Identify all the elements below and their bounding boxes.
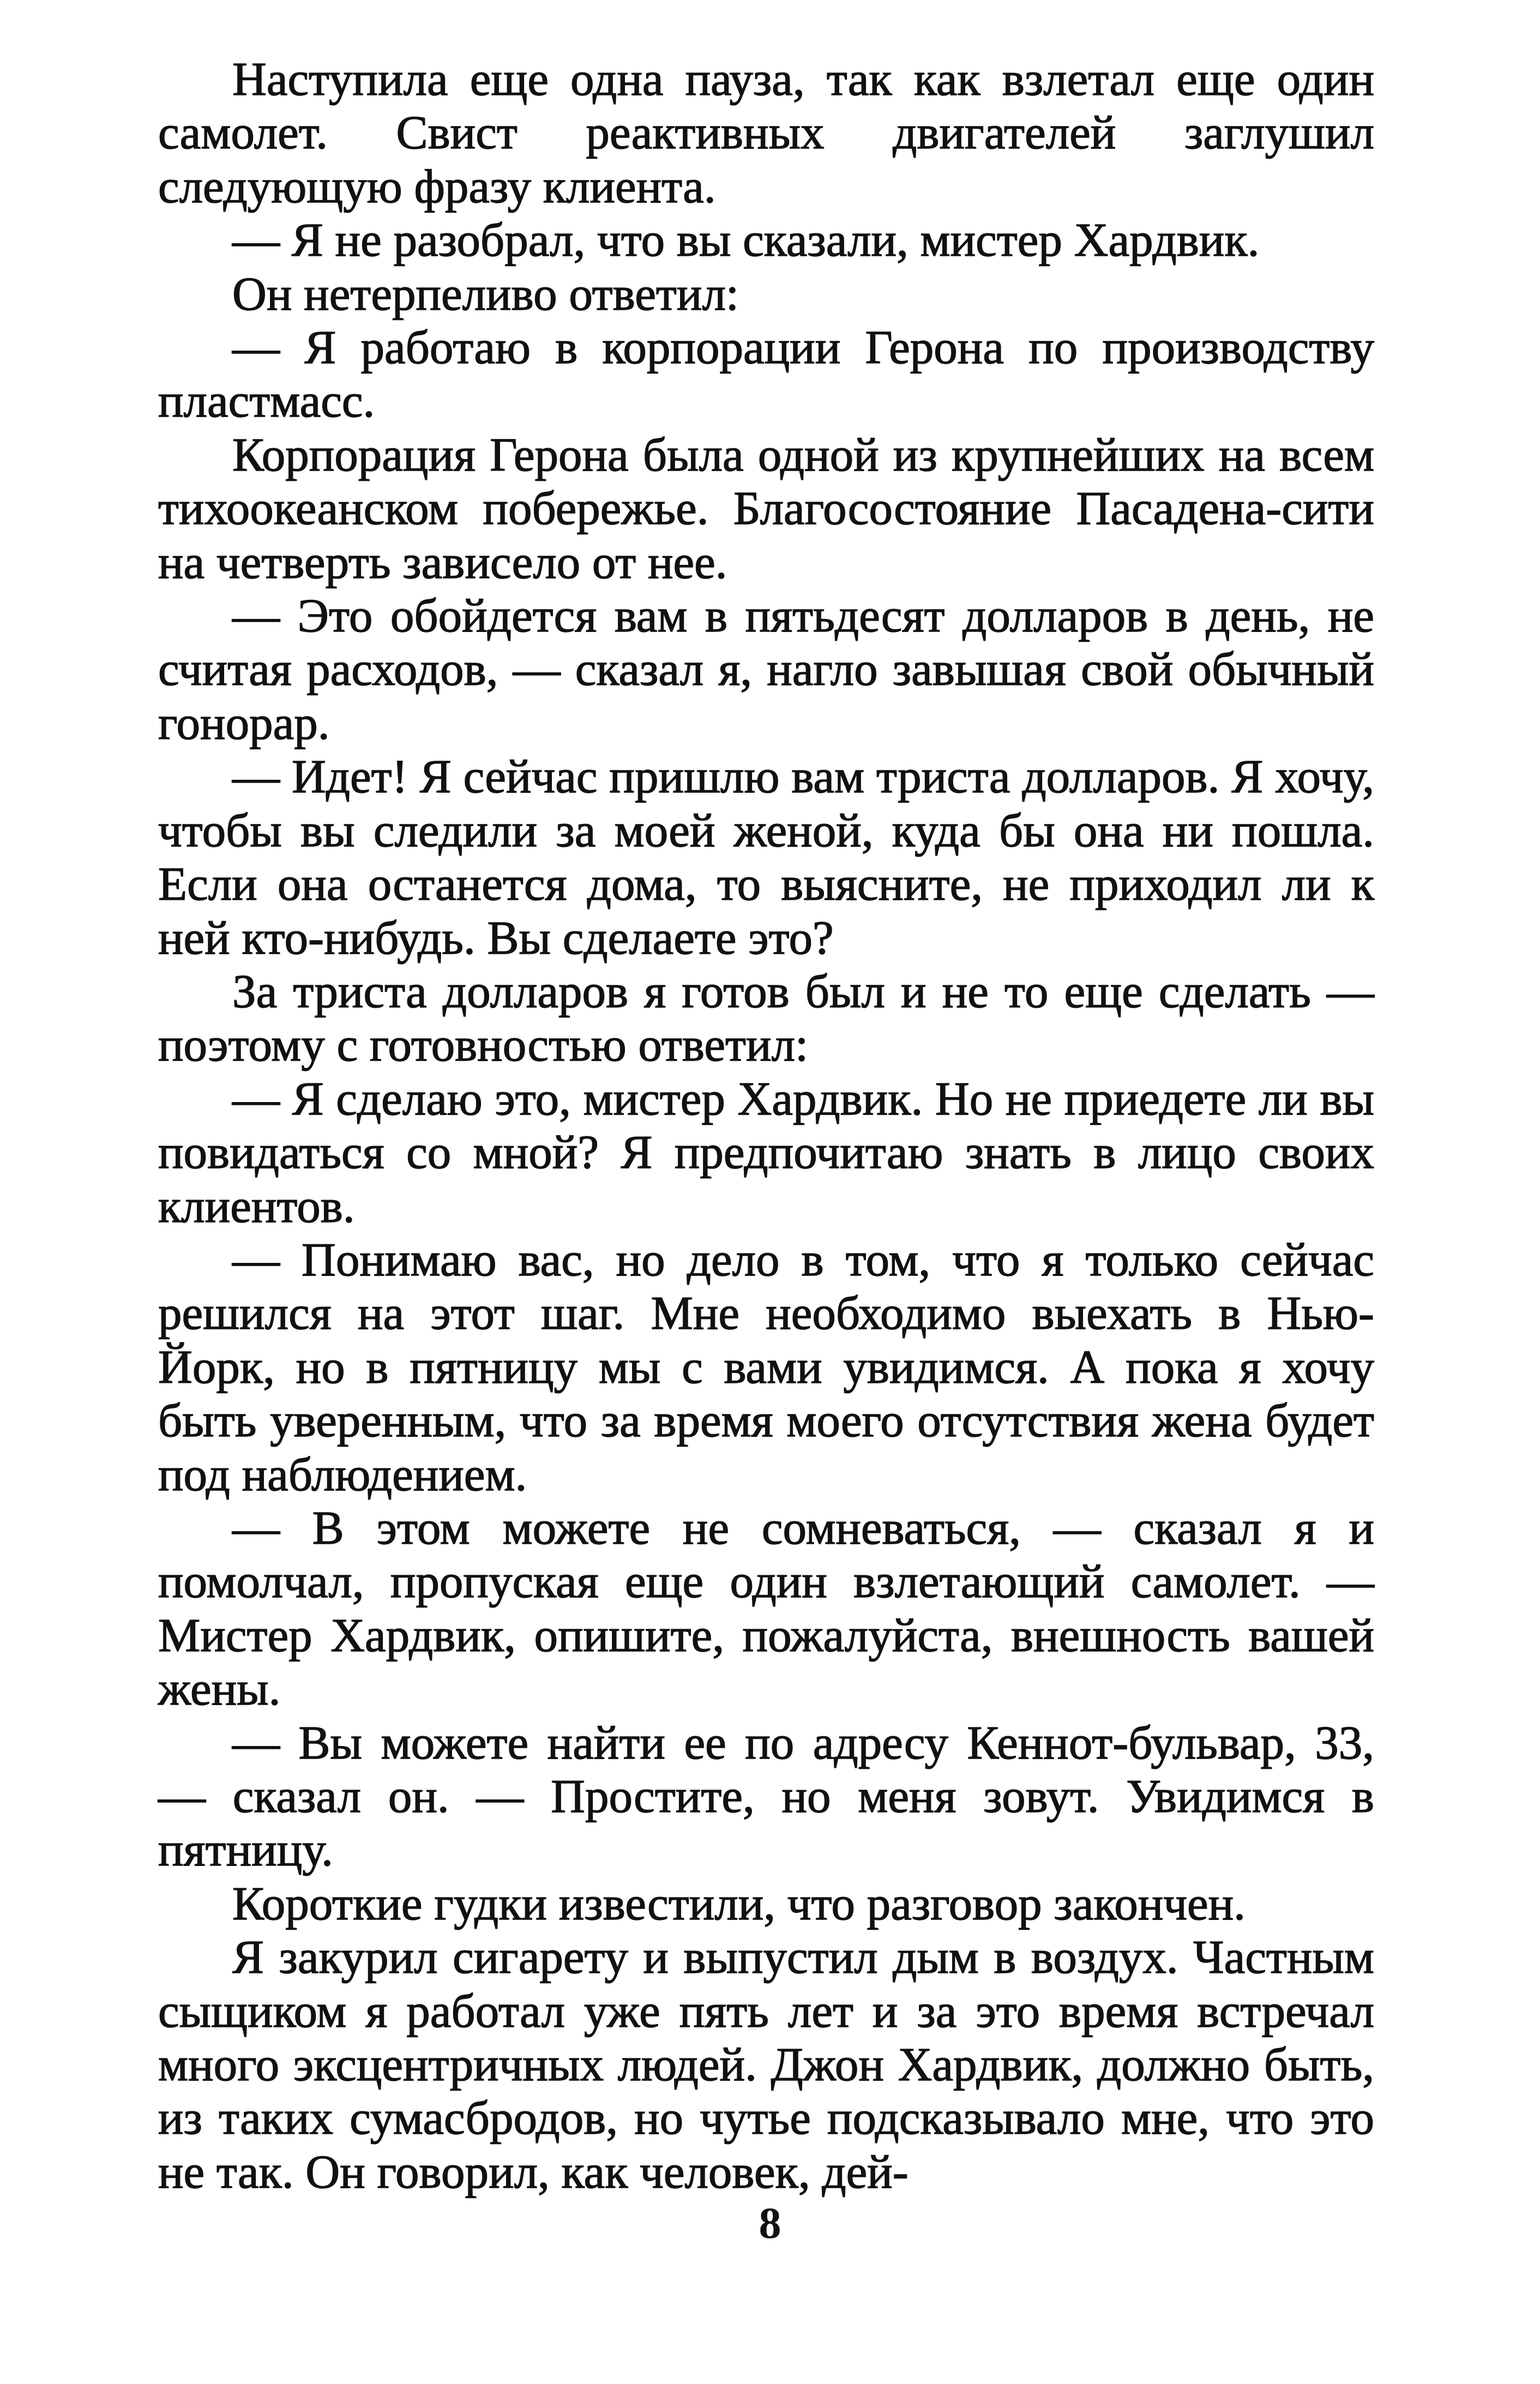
paragraph-2: — Я не разобрал, что вы сказали, мистер Хардвик. (232, 213, 1260, 267)
paragraph-9: — Я сделаю это, мистер Хардвик. Но не приедете ли вы повидаться со мной? Я предпочитаю знать в лицо своих клиентов. (158, 1071, 1374, 1232)
paragraph-13: Короткие гудки известили, что разговор закончен. (232, 1876, 1246, 1930)
paragraph-8: За триста долларов я готов был и не то еще сделать — поэтому с готовностью ответил: (158, 964, 1374, 1071)
paragraph-14: Я закурил сигарету и выпустил дым в воздух. Частным сыщиком я работал уже пять лет и за это время встречал много эксцентричных людей. Джон Хардвик, должно быть, из таких сумасбродов, но чутье подсказывало мне, что это не так. Он говорил, как человек, дей- (158, 1930, 1374, 2198)
paragraph-7: — Идет! Я сейчас пришлю вам триста долларов. Я хочу, чтобы вы следили за моей женой, куда бы она ни пошла. Если она останется дома, то выясните, не приходил ли к ней кто-нибудь. Вы сделаете это? (158, 750, 1374, 964)
paragraph-5: Корпорация Герона была одной из крупнейших на всем тихоокеанском побережье. Благосостояние Пасадена-сити на четверть зависело от нее. (158, 428, 1374, 588)
paragraph-11: — В этом можете не сомневаться, — сказал я и помолчал, пропуская еще один взлетающий самолет. — Мистер Хардвик, опишите, пожалуйста, внешность вашей жены. (158, 1501, 1374, 1715)
paragraph-10: — Понимаю вас, но дело в том, что я только сейчас решился на этот шаг. Мне необходимо выехать в Нью-Йорк, но в пятницу мы с вами увидимся. А пока я хочу быть уверенным, что за время моего отсутствия жена будет под наблюдением. (158, 1232, 1374, 1501)
paragraph-3: Он нетерпеливо ответил: (232, 267, 739, 320)
paragraph-1: Наступила еще одна пауза, так как взлетал еще один самолет. Свист реактивных двигателей заглушил следующую фразу клиента. (158, 52, 1374, 213)
body-text (158, 52, 1374, 2199)
paragraph-6: — Это обойдется вам в пятьдесят долларов в день, не считая расходов, — сказал я, нагло завышая свой обычный гонорар. (158, 589, 1374, 749)
page-number: 8 (759, 2198, 781, 2248)
paragraph-4: — Я работаю в корпорации Герона по производству пластмасс. (158, 321, 1374, 428)
paragraph-12: — Вы можете найти ее по адресу Кеннот-бульвар, 33, — сказал он. — Простите, но меня зовут. Увидимся в пятницу. (158, 1715, 1374, 1876)
